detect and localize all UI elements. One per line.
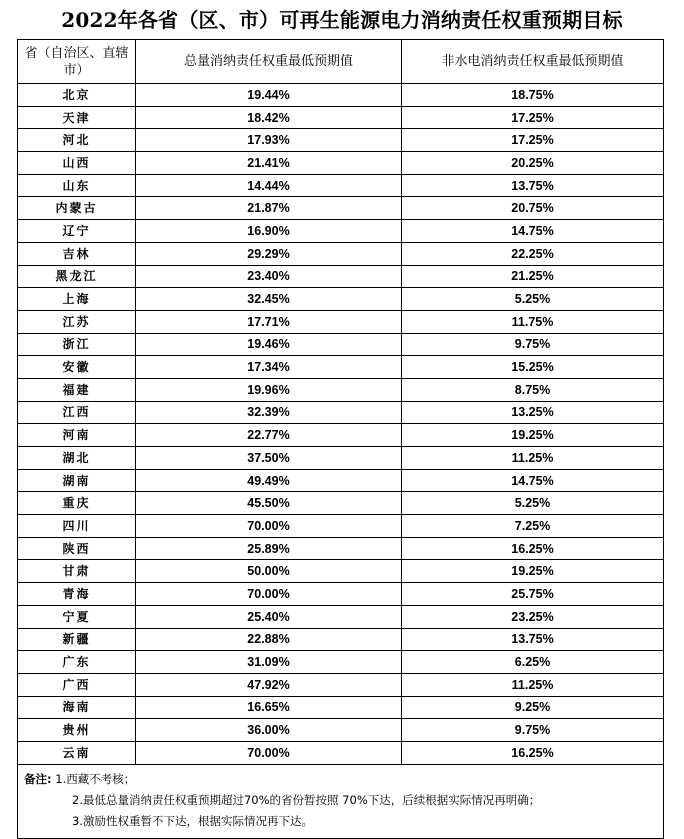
province-cell: 江西 [18, 401, 136, 424]
total-weight-cell: 49.49% [136, 469, 402, 492]
notes-row [18, 764, 664, 838]
total-weight-cell: 17.93% [136, 129, 402, 152]
total-weight-cell: 17.34% [136, 356, 402, 379]
total-weight-cell: 47.92% [136, 673, 402, 696]
table-row [18, 537, 664, 560]
table-row [18, 651, 664, 674]
province-cell: 福建 [18, 378, 136, 401]
province-cell: 河北 [18, 129, 136, 152]
total-weight-cell: 32.45% [136, 288, 402, 311]
total-weight-cell: 37.50% [136, 447, 402, 470]
nonhydro-weight-cell: 20.25% [402, 152, 664, 175]
table-row [18, 152, 664, 175]
province-cell: 宁夏 [18, 605, 136, 628]
total-weight-cell: 25.89% [136, 537, 402, 560]
table-row [18, 129, 664, 152]
nonhydro-weight-cell: 11.25% [402, 447, 664, 470]
total-weight-cell: 19.44% [136, 84, 402, 107]
nonhydro-weight-cell: 18.75% [402, 84, 664, 107]
total-weight-cell: 31.09% [136, 651, 402, 674]
nonhydro-weight-cell: 7.25% [402, 515, 664, 538]
nonhydro-weight-cell: 16.25% [402, 537, 664, 560]
province-cell: 浙江 [18, 333, 136, 356]
province-cell: 湖北 [18, 447, 136, 470]
total-weight-cell: 17.71% [136, 310, 402, 333]
total-weight-cell: 16.65% [136, 696, 402, 719]
province-cell: 云南 [18, 741, 136, 764]
table-row [18, 628, 664, 651]
note-line-1 [24, 769, 657, 790]
province-cell: 天津 [18, 106, 136, 129]
nonhydro-weight-cell: 23.25% [402, 605, 664, 628]
total-weight-cell: 18.42% [136, 106, 402, 129]
table-row [18, 106, 664, 129]
province-cell: 山东 [18, 174, 136, 197]
page-title: 2022年各省（区、市）可再生能源电力消纳责任权重预期目标 [61, 8, 623, 32]
nonhydro-weight-cell: 9.75% [402, 719, 664, 742]
table-row [18, 515, 664, 538]
table-row [18, 174, 664, 197]
table-row [18, 356, 664, 379]
total-weight-cell: 19.96% [136, 378, 402, 401]
total-weight-cell: 16.90% [136, 220, 402, 243]
table-row [18, 492, 664, 515]
nonhydro-weight-cell: 15.25% [402, 356, 664, 379]
nonhydro-weight-cell: 17.25% [402, 129, 664, 152]
nonhydro-weight-cell: 9.25% [402, 696, 664, 719]
total-weight-cell: 32.39% [136, 401, 402, 424]
total-weight-cell: 21.87% [136, 197, 402, 220]
nonhydro-weight-cell: 14.75% [402, 220, 664, 243]
table-row [18, 288, 664, 311]
table-row [18, 673, 664, 696]
province-cell: 广西 [18, 673, 136, 696]
nonhydro-weight-cell: 13.75% [402, 174, 664, 197]
note-text-1: 1.西藏不考核； [55, 771, 136, 786]
province-cell: 江苏 [18, 310, 136, 333]
province-cell: 陕西 [18, 537, 136, 560]
nonhydro-weight-cell: 19.25% [402, 424, 664, 447]
province-cell: 重庆 [18, 492, 136, 515]
table-row [18, 583, 664, 606]
table-row [18, 310, 664, 333]
total-weight-cell: 23.40% [136, 265, 402, 288]
nonhydro-weight-cell: 17.25% [402, 106, 664, 129]
table-row [18, 220, 664, 243]
province-cell: 甘肃 [18, 560, 136, 583]
table-row [18, 197, 664, 220]
table-row [18, 469, 664, 492]
nonhydro-weight-cell: 13.25% [402, 401, 664, 424]
table-row [18, 719, 664, 742]
table-row [18, 605, 664, 628]
table-row [18, 84, 664, 107]
province-cell: 湖南 [18, 469, 136, 492]
nonhydro-weight-cell: 21.25% [402, 265, 664, 288]
table-row [18, 696, 664, 719]
province-cell: 新疆 [18, 628, 136, 651]
nonhydro-weight-cell: 8.75% [402, 378, 664, 401]
nonhydro-weight-cell: 6.25% [402, 651, 664, 674]
header-nonhydro-weight: 非水电消纳责任权重最低预期值 [402, 40, 664, 84]
total-weight-cell: 14.44% [136, 174, 402, 197]
nonhydro-weight-cell: 14.75% [402, 469, 664, 492]
province-cell: 黑龙江 [18, 265, 136, 288]
table-row [18, 447, 664, 470]
province-cell: 北京 [18, 84, 136, 107]
nonhydro-weight-cell: 9.75% [402, 333, 664, 356]
province-cell: 广东 [18, 651, 136, 674]
nonhydro-weight-cell: 11.75% [402, 310, 664, 333]
total-weight-cell: 19.46% [136, 333, 402, 356]
province-cell: 吉林 [18, 242, 136, 265]
table-header-row [18, 40, 664, 84]
total-weight-cell: 22.77% [136, 424, 402, 447]
target-table-container [17, 39, 663, 839]
nonhydro-weight-cell: 22.25% [402, 242, 664, 265]
nonhydro-weight-cell: 19.25% [402, 560, 664, 583]
table-row [18, 741, 664, 764]
total-weight-cell: 25.40% [136, 605, 402, 628]
table-row [18, 378, 664, 401]
province-cell: 辽宁 [18, 220, 136, 243]
table-row [18, 401, 664, 424]
total-weight-cell: 70.00% [136, 741, 402, 764]
province-cell: 山西 [18, 152, 136, 175]
note-line-3: 3.激励性权重暂不下达，根据实际情况再下达。 [72, 813, 313, 828]
table-row [18, 560, 664, 583]
notes-cell [18, 764, 664, 838]
total-weight-cell: 70.00% [136, 583, 402, 606]
province-cell: 河南 [18, 424, 136, 447]
total-weight-cell: 22.88% [136, 628, 402, 651]
table-row [18, 333, 664, 356]
total-weight-cell: 45.50% [136, 492, 402, 515]
target-table [17, 39, 664, 839]
total-weight-cell: 21.41% [136, 152, 402, 175]
nonhydro-weight-cell: 25.75% [402, 583, 664, 606]
province-cell: 贵州 [18, 719, 136, 742]
nonhydro-weight-cell: 20.75% [402, 197, 664, 220]
province-cell: 青海 [18, 583, 136, 606]
nonhydro-weight-cell: 11.25% [402, 673, 664, 696]
total-weight-cell: 29.29% [136, 242, 402, 265]
nonhydro-weight-cell: 5.25% [402, 288, 664, 311]
table-row [18, 424, 664, 447]
total-weight-cell: 50.00% [136, 560, 402, 583]
note-line-2: 2.最低总量消纳责任权重预期超过70%的省份暂按照 70%下达，后续根据实际情况再明确； [72, 792, 541, 807]
province-cell: 四川 [18, 515, 136, 538]
notes-label: 备注: [24, 771, 52, 786]
total-weight-cell: 36.00% [136, 719, 402, 742]
nonhydro-weight-cell: 16.25% [402, 741, 664, 764]
header-total-weight: 总量消纳责任权重最低预期值 [136, 40, 402, 84]
province-cell: 上海 [18, 288, 136, 311]
province-cell: 安徽 [18, 356, 136, 379]
total-weight-cell: 70.00% [136, 515, 402, 538]
header-province: 省（自治区、直辖市） [18, 40, 136, 84]
nonhydro-weight-cell: 13.75% [402, 628, 664, 651]
province-cell: 内蒙古 [18, 197, 136, 220]
table-row [18, 265, 664, 288]
nonhydro-weight-cell: 5.25% [402, 492, 664, 515]
province-cell: 海南 [18, 696, 136, 719]
table-row [18, 242, 664, 265]
